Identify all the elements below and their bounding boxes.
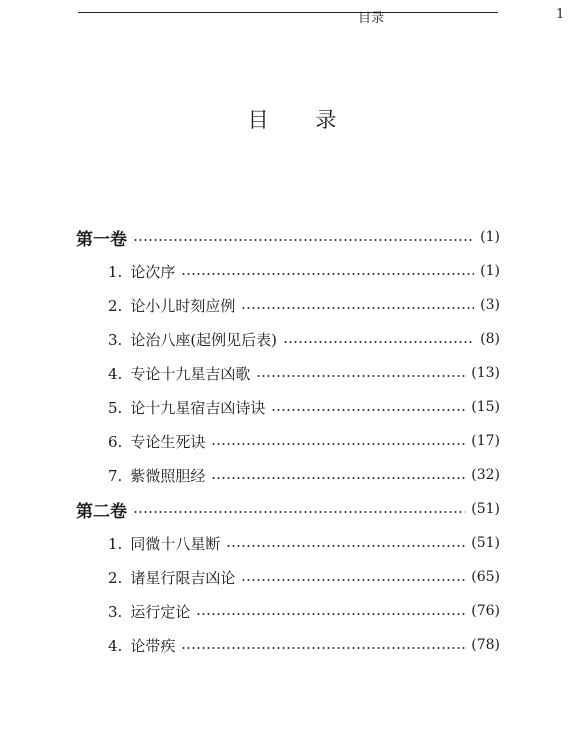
dot-leader xyxy=(211,477,465,479)
toc-entry-title: 论带疾 xyxy=(130,636,176,655)
toc-entry-number: 3. xyxy=(108,602,123,621)
toc-page-number: (13) xyxy=(471,365,500,381)
page-title: 目 录 xyxy=(247,108,357,132)
toc-entry-number: 3. xyxy=(108,330,123,349)
dot-leader xyxy=(256,375,465,377)
toc-page-number: (78) xyxy=(471,637,500,653)
dot-leader xyxy=(241,579,465,581)
dot-leader xyxy=(181,273,474,275)
toc-page-number: (76) xyxy=(471,603,500,619)
toc-entry xyxy=(76,254,500,288)
toc-page-number: (1) xyxy=(480,263,500,279)
running-header-title: 目录 xyxy=(358,11,385,26)
toc-entry xyxy=(76,390,500,424)
toc-entry-title: 专论生死诀 xyxy=(130,432,206,451)
toc-page-number: (17) xyxy=(471,433,500,449)
toc-entry xyxy=(76,322,500,356)
table-of-contents xyxy=(76,220,500,662)
toc-page-number: (51) xyxy=(471,501,500,517)
toc-page-number: (15) xyxy=(471,399,500,415)
toc-entry-number: 1. xyxy=(108,534,123,553)
toc-entry-title: 论小儿时刻应例 xyxy=(130,296,236,315)
toc-page-number: (8) xyxy=(480,331,500,347)
toc-entry-number: 4. xyxy=(108,364,123,383)
toc-entry xyxy=(76,458,500,492)
toc-entry-number: 7. xyxy=(108,466,123,485)
toc-volume-title: 第一卷 xyxy=(76,229,127,250)
toc-entry-number: 1. xyxy=(108,262,123,281)
toc-entry xyxy=(76,560,500,594)
header-rule xyxy=(78,7,565,26)
toc-entry xyxy=(76,424,500,458)
toc-entry-number: 2. xyxy=(108,568,123,587)
dot-leader xyxy=(226,545,465,547)
toc-page-number: (32) xyxy=(471,467,500,483)
dot-leader xyxy=(133,511,465,513)
dot-leader xyxy=(196,613,465,615)
toc-entry-number: 6. xyxy=(108,432,123,451)
toc-entry-title: 诸星行限吉凶论 xyxy=(130,568,236,587)
toc-page-number: (51) xyxy=(471,535,500,551)
dot-leader xyxy=(283,341,474,343)
toc-entry-title: 论十九星宿吉凶诗诀 xyxy=(130,398,266,417)
toc-entry xyxy=(76,288,500,322)
toc-volume-1 xyxy=(76,220,500,254)
toc-entry-number: 4. xyxy=(108,636,123,655)
toc-entry-title: 论治八座(起例见后表) xyxy=(130,330,278,349)
toc-entry-title: 同微十八星断 xyxy=(130,534,221,553)
toc-entry-number: 2. xyxy=(108,296,123,315)
toc-volume-2 xyxy=(76,492,500,526)
toc-entry-title: 专论十九星吉凶歌 xyxy=(130,364,251,383)
dot-leader xyxy=(241,307,474,309)
toc-entry xyxy=(76,356,500,390)
toc-entry xyxy=(76,526,500,560)
toc-entry-title: 运行定论 xyxy=(130,602,191,621)
dot-leader xyxy=(181,647,465,649)
toc-entry xyxy=(76,628,500,662)
toc-entry-title: 紫微照胆经 xyxy=(130,466,206,485)
toc-page-number: (3) xyxy=(480,297,500,313)
toc-entry-number: 5. xyxy=(108,398,123,417)
toc-entry xyxy=(76,594,500,628)
dot-leader xyxy=(133,239,474,241)
toc-page-number: (65) xyxy=(471,569,500,585)
toc-volume-title: 第二卷 xyxy=(76,501,127,522)
toc-page-number: (1) xyxy=(480,229,500,245)
toc-entry-title: 论次序 xyxy=(130,262,176,281)
dot-leader xyxy=(271,409,465,411)
dot-leader xyxy=(211,443,465,445)
running-header-page-number: 1 xyxy=(556,7,565,22)
